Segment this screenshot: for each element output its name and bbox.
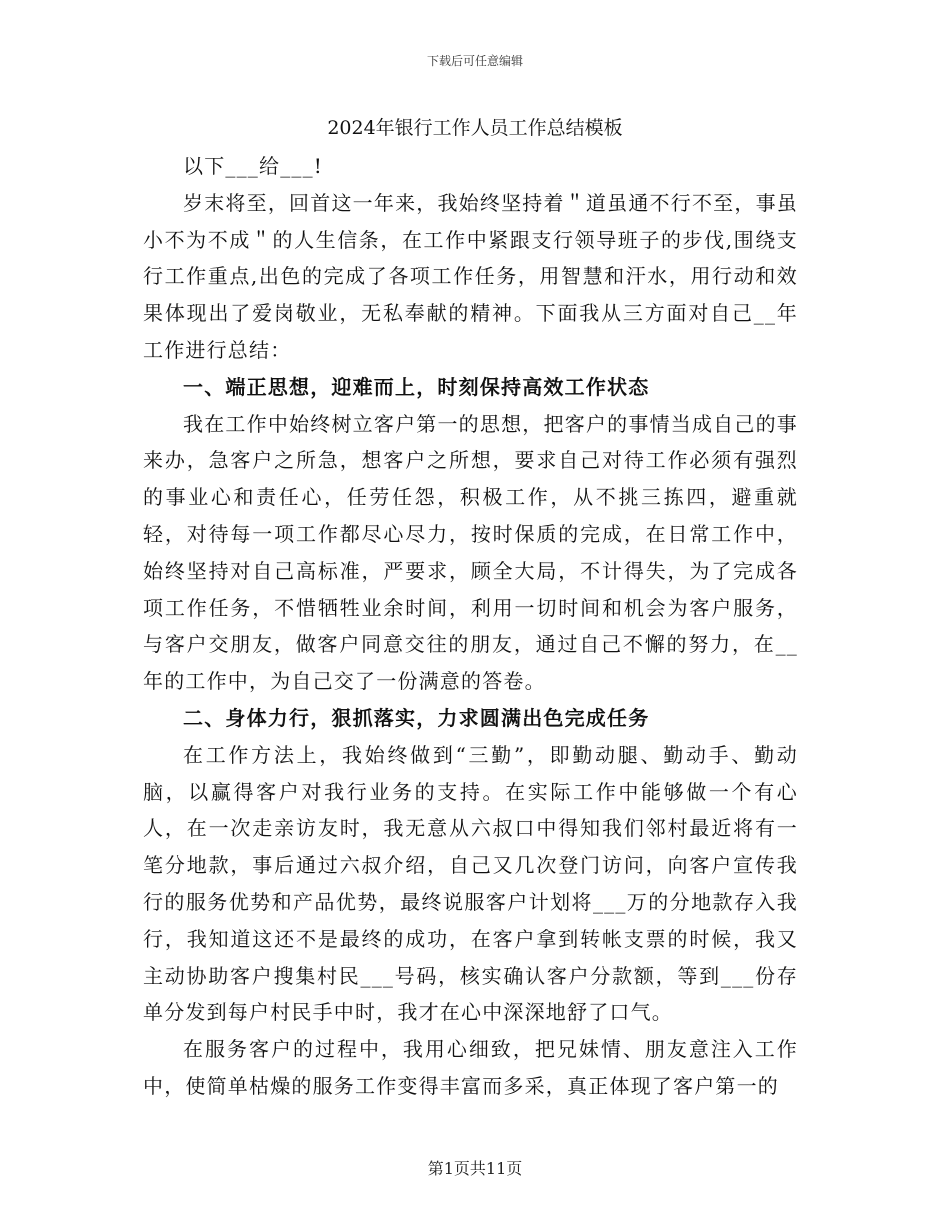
document-title: 2024年银行工作人员工作总结模板 — [327, 117, 623, 139]
header-note: 下载后可任意编辑 — [426, 54, 523, 68]
service-paragraph: 在服务客户的过程中，我用心细致，把兄妹情、朋友意注入工作中，使简单枯燥的服务工作变得丰富而多采，真正体现了客户第一的 — [143, 1037, 798, 1098]
document-body — [143, 148, 798, 1105]
page-number: 第1页共11页 — [427, 1159, 523, 1178]
section-heading-1: 一、端正思想，迎难而上，时刻保持高效工作状态 — [183, 374, 650, 399]
section-1-paragraph: 我在工作中始终树立客户第一的思想，把客户的事情当成自己的事来办，急客户之所急，想客户之所想，要求自己对待工作必须有强烈的事业心和责任心，任劳任怨，积极工作，从不挑三拣四，避重就轻，对待每一项工作都尽心尽力，按时保质的完成，在日常工作中，始终坚持对自己高标准，严要求，顾全大局，不计得失，为了完成各项工作任务，不惜牺牲业余时间，利用一切时间和机会为客户服务，与客户交朋友，做客户同意交往的朋友，通过自己不懈的努力，在__年的工作中，为自己交了一份满意的答卷。 — [143, 411, 798, 694]
intro-paragraph: 岁末将至，回首这一年来，我始终坚持着＂道虽通不行不至，事虽小不为不成＂的人生信条，在工作中紧跟支行领导班子的步伐,围绕支行工作重点,出色的完成了各项工作任务，用智慧和汗水，用行动和效果体现出了爱岗敬业，无私奉献的精神。下面我从三方面对自己__年工作进行总结： — [143, 190, 798, 362]
greeting-paragraph: 以下___给___! — [183, 154, 324, 178]
section-2-paragraph: 在工作方法上，我始终做到“三勤”，即勤动腿、勤动手、勤动脑，以赢得客户对我行业务的支持。在实际工作中能够做一个有心人，在一次走亲访友时，我无意从六叔口中得知我们邻村最近将有一笔分地款，事后通过六叔介绍，自己又几次登门访问，向客户宣传我行的服务优势和产品优势，最终说服客户计划将___万的分地款存入我行，我知道这还不是最终的成功，在客户拿到转帐支票的时候，我又主动协助客户搜集村民___号码，核实确认客户分款额，等到___份存单分发到每户村民手中时，我才在心中深深地舒了口气。 — [143, 742, 798, 1025]
section-heading-2: 二、身体力行，狠抓落实，力求圆满出色完成任务 — [183, 705, 650, 730]
